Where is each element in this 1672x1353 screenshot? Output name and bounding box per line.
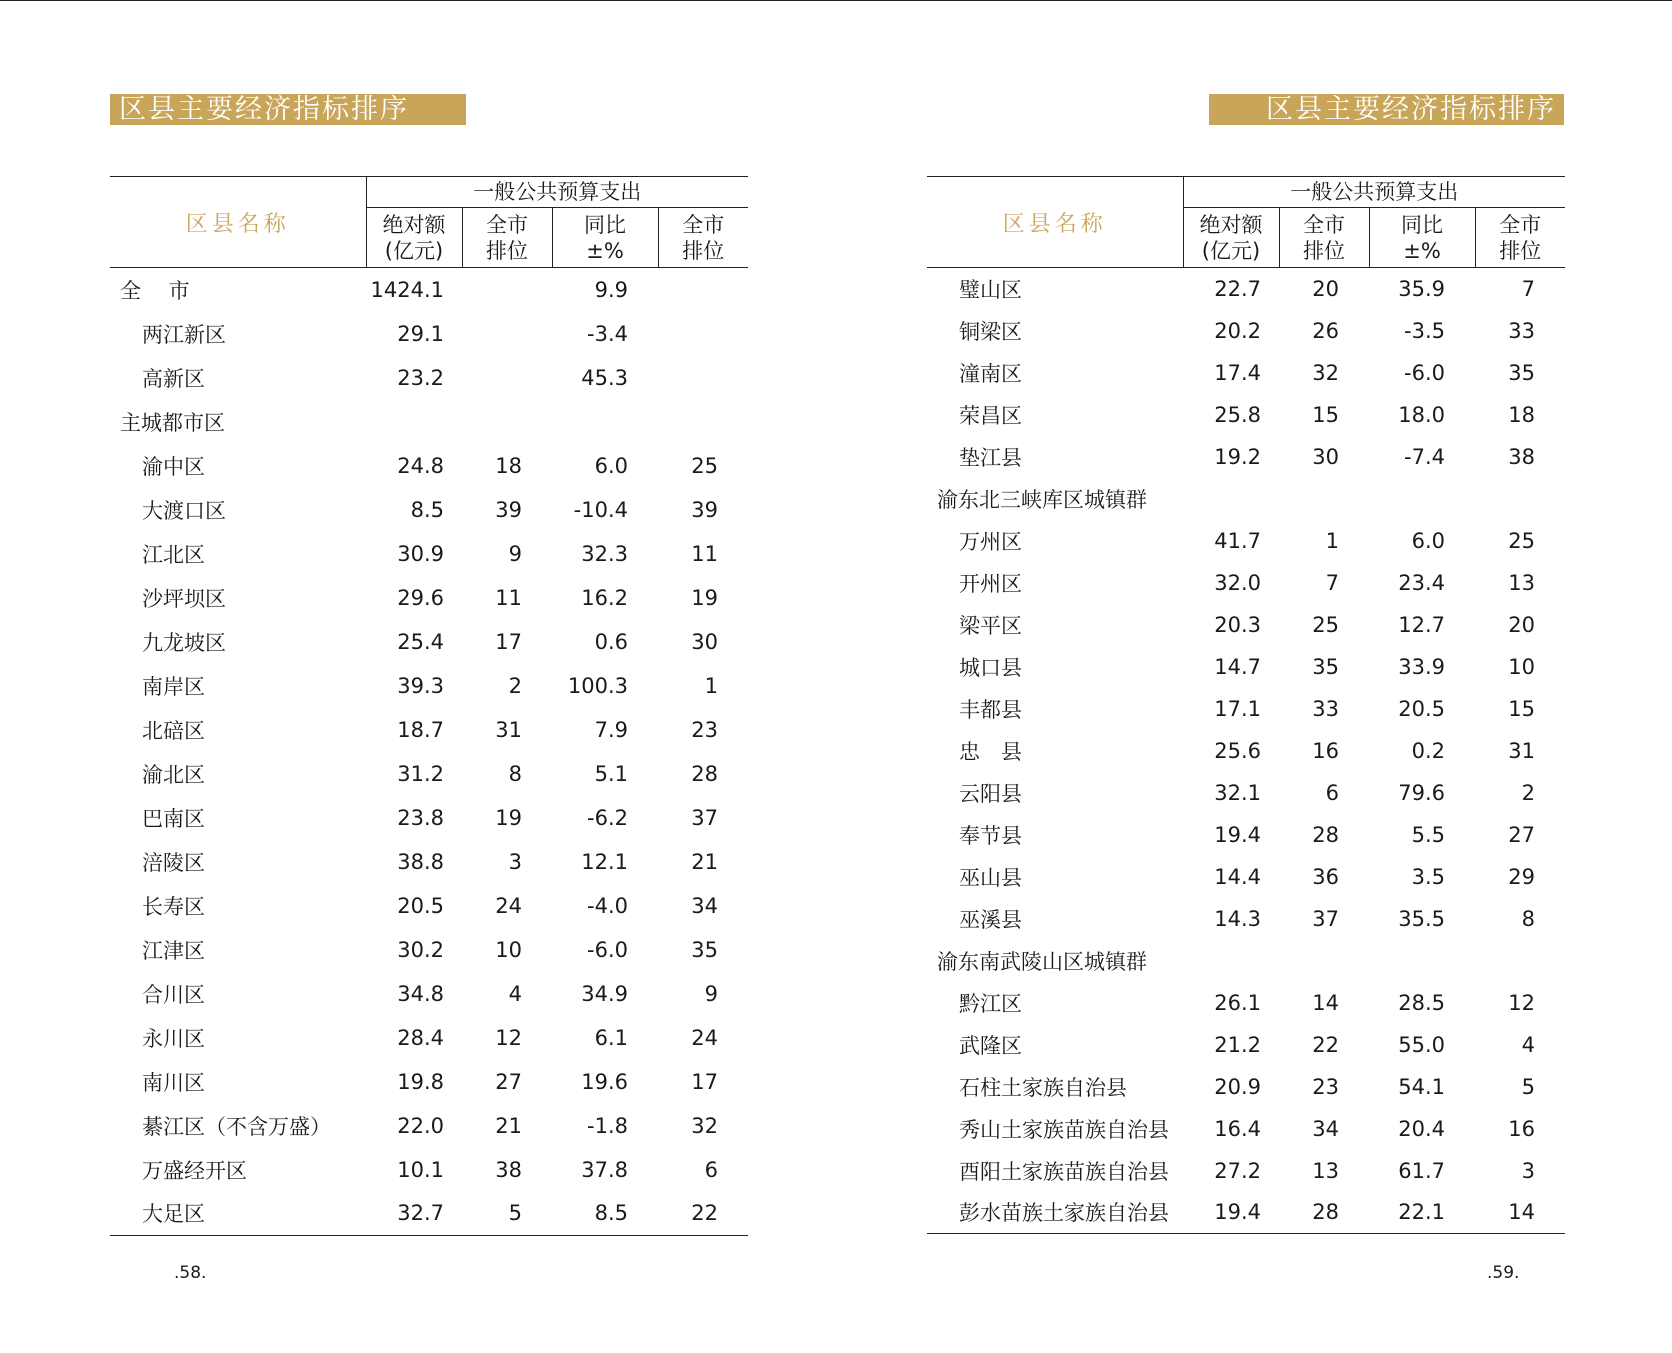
yoy-cell: 37.8 xyxy=(581,1157,628,1182)
table-row xyxy=(927,394,1565,436)
yoy-rank-cell: 16 xyxy=(1508,1116,1535,1141)
amount-cell: 32.0 xyxy=(1214,570,1261,595)
district-name-cell: 潼南区 xyxy=(959,361,1022,386)
table-row xyxy=(927,268,1565,310)
yoy-cell: -7.4 xyxy=(1404,444,1445,469)
city-rank-cell: 37 xyxy=(1312,906,1339,931)
city-rank-cell: 24 xyxy=(495,893,522,918)
district-name-cell: 大足区 xyxy=(110,1192,366,1236)
amount-cell: 17.4 xyxy=(1214,360,1261,385)
yoy-cell xyxy=(1369,478,1475,520)
district-name-cell: 渝东南武陵山区城镇群 xyxy=(937,949,1147,974)
yoy-cell: 100.3 xyxy=(567,673,628,698)
yoy-rank-cell: 25 xyxy=(691,453,718,478)
header-amount: 绝对额 (亿元) xyxy=(1183,208,1279,268)
district-name-cell: 巫山县 xyxy=(959,865,1022,890)
table-row xyxy=(110,532,748,576)
yoy-rank-cell: 35 xyxy=(691,937,718,962)
yoy-rank-cell: 19 xyxy=(691,585,718,610)
yoy-rank-cell: 10 xyxy=(1508,654,1535,679)
district-name-cell: 梁平区 xyxy=(959,613,1022,638)
table-row xyxy=(927,1024,1565,1066)
amount-cell: 20.3 xyxy=(1214,612,1261,637)
yoy-cell: 9.9 xyxy=(594,277,628,302)
table-row xyxy=(110,840,748,884)
amount-cell: 22.0 xyxy=(397,1113,444,1138)
city-rank-cell: 30 xyxy=(1312,444,1339,469)
yoy-rank-cell: 2 xyxy=(1521,780,1535,805)
table-row xyxy=(927,856,1565,898)
district-name-cell: 大渡口区 xyxy=(142,498,226,523)
district-name-cell: 巫溪县 xyxy=(959,907,1022,932)
city-rank-cell: 15 xyxy=(1312,402,1339,427)
city-rank-cell xyxy=(462,312,552,356)
yoy-rank-cell: 13 xyxy=(1508,570,1535,595)
table-row xyxy=(110,928,748,972)
yoy-rank-cell: 38 xyxy=(1508,444,1535,469)
city-rank-cell: 14 xyxy=(1312,990,1339,1015)
yoy-cell: 22.1 xyxy=(1369,1192,1475,1234)
yoy-cell: 18.0 xyxy=(1398,402,1445,427)
yoy-rank-cell: 11 xyxy=(691,541,718,566)
yoy-cell: -10.4 xyxy=(573,497,628,522)
city-rank-cell: 32 xyxy=(1312,360,1339,385)
header-yoy-rank: 全市 排位 xyxy=(658,208,748,268)
yoy-rank-cell: 35 xyxy=(1508,360,1535,385)
city-rank-cell: 26 xyxy=(1312,318,1339,343)
yoy-cell: -6.0 xyxy=(587,937,628,962)
table-row xyxy=(110,1104,748,1148)
yoy-cell xyxy=(552,400,658,444)
table-row xyxy=(110,1192,748,1236)
city-rank-cell: 27 xyxy=(495,1069,522,1094)
table-row xyxy=(927,310,1565,352)
yoy-cell: -1.8 xyxy=(587,1113,628,1138)
table-row xyxy=(927,646,1565,688)
district-name-cell: 合川区 xyxy=(142,982,205,1007)
table-row xyxy=(927,730,1565,772)
yoy-rank-cell xyxy=(1475,940,1565,982)
yoy-rank-cell: 14 xyxy=(1475,1192,1565,1234)
yoy-rank-cell xyxy=(658,356,748,400)
yoy-cell: 0.2 xyxy=(1411,738,1445,763)
district-name-cell: 江北区 xyxy=(142,542,205,567)
table-row xyxy=(927,1108,1565,1150)
yoy-rank-cell: 30 xyxy=(691,629,718,654)
amount-cell: 23.2 xyxy=(397,365,444,390)
yoy-cell: 23.4 xyxy=(1398,570,1445,595)
district-name-cell: 全 市 xyxy=(120,278,190,303)
page-number-left: .58. xyxy=(174,1263,207,1283)
yoy-cell: 5.1 xyxy=(594,761,628,786)
amount-cell xyxy=(1183,940,1279,982)
yoy-cell: 28.5 xyxy=(1398,990,1445,1015)
district-name-cell: 秀山土家族苗族自治县 xyxy=(959,1117,1169,1142)
amount-cell: 20.9 xyxy=(1214,1074,1261,1099)
table-row xyxy=(927,1192,1565,1234)
yoy-cell: -6.2 xyxy=(587,805,628,830)
city-rank-cell: 1 xyxy=(1325,528,1339,553)
yoy-cell: 35.5 xyxy=(1398,906,1445,931)
district-name-cell: 主城都市区 xyxy=(120,410,225,435)
yoy-rank-cell: 25 xyxy=(1508,528,1535,553)
district-name-cell: 丰都县 xyxy=(959,697,1022,722)
header-yoy-rank: 全市 排位 xyxy=(1475,208,1565,268)
yoy-cell: -6.0 xyxy=(1404,360,1445,385)
table-row xyxy=(927,688,1565,730)
city-rank-cell: 7 xyxy=(1325,570,1339,595)
yoy-rank-cell: 20 xyxy=(1508,612,1535,637)
table-row xyxy=(927,1066,1565,1108)
district-name-cell: 彭水苗族土家族自治县 xyxy=(927,1192,1183,1234)
amount-cell: 34.8 xyxy=(397,981,444,1006)
header-amount: 绝对额 (亿元) xyxy=(366,208,462,268)
amount-cell: 20.2 xyxy=(1214,318,1261,343)
district-name-cell: 巴南区 xyxy=(142,806,205,831)
yoy-cell: 5.5 xyxy=(1411,822,1445,847)
yoy-rank-cell: 37 xyxy=(691,805,718,830)
district-name-cell: 垫江县 xyxy=(959,445,1022,470)
amount-cell: 21.2 xyxy=(1214,1032,1261,1057)
table-row xyxy=(927,604,1565,646)
table-row xyxy=(110,444,748,488)
header-city-rank: 全市 排位 xyxy=(1279,208,1369,268)
district-name-cell: 北碚区 xyxy=(142,718,205,743)
yoy-rank-cell: 7 xyxy=(1521,276,1535,301)
city-rank-cell xyxy=(1279,478,1369,520)
table-row xyxy=(110,488,748,532)
table-row xyxy=(110,664,748,708)
yoy-cell: 12.1 xyxy=(581,849,628,874)
table-row xyxy=(927,520,1565,562)
header-yoy: 同比 ±% xyxy=(552,208,658,268)
city-rank-cell: 3 xyxy=(508,849,522,874)
amount-cell: 10.1 xyxy=(397,1157,444,1182)
yoy-rank-cell xyxy=(658,400,748,444)
amount-cell: 26.1 xyxy=(1214,990,1261,1015)
amount-cell: 38.8 xyxy=(397,849,444,874)
yoy-rank-cell: 23 xyxy=(691,717,718,742)
city-rank-cell: 28 xyxy=(1279,1192,1369,1234)
yoy-cell: 12.7 xyxy=(1398,612,1445,637)
table-row xyxy=(927,478,1565,520)
city-rank-cell: 17 xyxy=(495,629,522,654)
table-row xyxy=(110,1060,748,1104)
table-row xyxy=(110,708,748,752)
city-rank-cell: 22 xyxy=(1312,1032,1339,1057)
table-row xyxy=(110,752,748,796)
table-row xyxy=(110,972,748,1016)
yoy-rank-cell: 21 xyxy=(691,849,718,874)
table-row xyxy=(110,620,748,664)
city-rank-cell xyxy=(1279,940,1369,982)
table-row xyxy=(927,982,1565,1024)
district-name-cell: 高新区 xyxy=(142,366,205,391)
amount-cell: 25.8 xyxy=(1214,402,1261,427)
amount-cell: 14.4 xyxy=(1214,864,1261,889)
district-name-cell: 涪陵区 xyxy=(142,850,205,875)
yoy-rank-cell: 29 xyxy=(1508,864,1535,889)
city-rank-cell: 20 xyxy=(1312,276,1339,301)
city-rank-cell: 10 xyxy=(495,937,522,962)
amount-cell: 29.6 xyxy=(397,585,444,610)
amount-cell: 18.7 xyxy=(397,717,444,742)
header-district-name: 区县名称 xyxy=(110,177,366,268)
district-name-cell: 奉节县 xyxy=(959,823,1022,848)
yoy-cell: -4.0 xyxy=(587,893,628,918)
amount-cell: 14.7 xyxy=(1214,654,1261,679)
table-row xyxy=(927,814,1565,856)
yoy-cell: 33.9 xyxy=(1398,654,1445,679)
amount-cell: 24.8 xyxy=(397,453,444,478)
yoy-rank-cell: 32 xyxy=(691,1113,718,1138)
yoy-cell: 45.3 xyxy=(581,365,628,390)
yoy-cell: 19.6 xyxy=(581,1069,628,1094)
amount-cell: 1424.1 xyxy=(370,277,444,302)
amount-cell: 25.6 xyxy=(1214,738,1261,763)
city-rank-cell: 36 xyxy=(1312,864,1339,889)
yoy-cell: -3.4 xyxy=(587,321,628,346)
header-group-budget-expenditure: 一般公共预算支出 xyxy=(1183,177,1565,208)
district-name-cell: 酉阳土家族苗族自治县 xyxy=(959,1159,1169,1184)
yoy-cell: 34.9 xyxy=(581,981,628,1006)
city-rank-cell: 8 xyxy=(508,761,522,786)
city-rank-cell: 12 xyxy=(495,1025,522,1050)
amount-cell: 19.8 xyxy=(397,1069,444,1094)
district-name-cell: 綦江区（不含万盛） xyxy=(142,1114,331,1139)
amount-cell: 30.9 xyxy=(397,541,444,566)
amount-cell: 29.1 xyxy=(397,321,444,346)
section-banner-left: 区县主要经济指标排序 xyxy=(110,94,466,125)
district-name-cell: 南川区 xyxy=(142,1070,205,1095)
yoy-rank-cell: 39 xyxy=(691,497,718,522)
yoy-rank-cell: 33 xyxy=(1508,318,1535,343)
yoy-rank-cell: 24 xyxy=(691,1025,718,1050)
table-row xyxy=(110,400,748,444)
yoy-rank-cell xyxy=(658,268,748,312)
page-number-right: .59. xyxy=(1487,1263,1520,1283)
right-data-table xyxy=(927,176,1565,1234)
yoy-cell: 3.5 xyxy=(1411,864,1445,889)
section-banner-right: 区县主要经济指标排序 xyxy=(1209,94,1564,125)
city-rank-cell xyxy=(462,268,552,312)
yoy-cell: 7.9 xyxy=(594,717,628,742)
district-name-cell: 南岸区 xyxy=(142,674,205,699)
yoy-cell: 16.2 xyxy=(581,585,628,610)
header-yoy: 同比 ±% xyxy=(1369,208,1475,268)
yoy-cell: 35.9 xyxy=(1398,276,1445,301)
city-rank-cell: 11 xyxy=(495,585,522,610)
table-row xyxy=(927,898,1565,940)
city-rank-cell: 16 xyxy=(1312,738,1339,763)
amount-cell: 23.8 xyxy=(397,805,444,830)
yoy-rank-cell: 3 xyxy=(1521,1158,1535,1183)
yoy-rank-cell: 5 xyxy=(1521,1074,1535,1099)
amount-cell: 19.2 xyxy=(1214,444,1261,469)
left-page xyxy=(110,176,748,1236)
yoy-rank-cell: 6 xyxy=(704,1157,718,1182)
city-rank-cell: 39 xyxy=(495,497,522,522)
district-name-cell: 开州区 xyxy=(959,571,1022,596)
yoy-cell: 20.4 xyxy=(1398,1116,1445,1141)
left-data-table xyxy=(110,176,748,1236)
city-rank-cell: 13 xyxy=(1312,1158,1339,1183)
city-rank-cell: 33 xyxy=(1312,696,1339,721)
amount-cell: 32.1 xyxy=(1214,780,1261,805)
yoy-cell: 0.6 xyxy=(594,629,628,654)
yoy-rank-cell: 12 xyxy=(1508,990,1535,1015)
city-rank-cell: 4 xyxy=(508,981,522,1006)
district-name-cell: 渝中区 xyxy=(142,454,205,479)
amount-cell xyxy=(366,400,462,444)
district-name-cell: 石柱土家族自治县 xyxy=(959,1075,1127,1100)
district-name-cell: 沙坪坝区 xyxy=(142,586,226,611)
yoy-cell xyxy=(1369,940,1475,982)
district-name-cell: 渝北区 xyxy=(142,762,205,787)
table-row xyxy=(927,562,1565,604)
yoy-rank-cell: 27 xyxy=(1508,822,1535,847)
amount-cell: 31.2 xyxy=(397,761,444,786)
yoy-rank-cell: 34 xyxy=(691,893,718,918)
yoy-cell: 6.1 xyxy=(594,1025,628,1050)
city-rank-cell: 18 xyxy=(495,453,522,478)
amount-cell: 16.4 xyxy=(1214,1116,1261,1141)
table-row xyxy=(110,312,748,356)
city-rank-cell: 19 xyxy=(495,805,522,830)
table-row xyxy=(110,1016,748,1060)
amount-cell: 14.3 xyxy=(1214,906,1261,931)
district-name-cell: 璧山区 xyxy=(959,277,1022,302)
amount-cell: 28.4 xyxy=(397,1025,444,1050)
table-row xyxy=(110,1148,748,1192)
yoy-cell: 8.5 xyxy=(552,1192,658,1236)
amount-cell: 30.2 xyxy=(397,937,444,962)
yoy-rank-cell xyxy=(658,312,748,356)
yoy-rank-cell: 9 xyxy=(704,981,718,1006)
table-row xyxy=(927,352,1565,394)
yoy-rank-cell: 28 xyxy=(691,761,718,786)
table-row xyxy=(927,1150,1565,1192)
yoy-cell: 79.6 xyxy=(1398,780,1445,805)
city-rank-cell: 38 xyxy=(495,1157,522,1182)
table-row xyxy=(110,356,748,400)
yoy-rank-cell: 4 xyxy=(1521,1032,1535,1057)
top-rule xyxy=(0,0,1672,1)
yoy-cell: 20.5 xyxy=(1398,696,1445,721)
right-page xyxy=(927,176,1565,1234)
table-row xyxy=(110,884,748,928)
district-name-cell: 云阳县 xyxy=(959,781,1022,806)
yoy-rank-cell: 22 xyxy=(658,1192,748,1236)
yoy-cell: 61.7 xyxy=(1398,1158,1445,1183)
yoy-rank-cell xyxy=(1475,478,1565,520)
yoy-cell: 54.1 xyxy=(1398,1074,1445,1099)
city-rank-cell: 23 xyxy=(1312,1074,1339,1099)
district-name-cell: 万盛经开区 xyxy=(142,1158,247,1183)
city-rank-cell: 9 xyxy=(508,541,522,566)
yoy-cell: -3.5 xyxy=(1404,318,1445,343)
yoy-rank-cell: 18 xyxy=(1508,402,1535,427)
yoy-cell: 32.3 xyxy=(581,541,628,566)
district-name-cell: 九龙坡区 xyxy=(142,630,226,655)
district-name-cell: 渝东北三峡库区城镇群 xyxy=(937,487,1147,512)
table-row xyxy=(927,772,1565,814)
header-city-rank: 全市 排位 xyxy=(462,208,552,268)
city-rank-cell xyxy=(462,400,552,444)
district-name-cell: 城口县 xyxy=(959,655,1022,680)
amount-cell: 19.4 xyxy=(1183,1192,1279,1234)
city-rank-cell: 31 xyxy=(495,717,522,742)
city-rank-cell: 5 xyxy=(462,1192,552,1236)
city-rank-cell: 6 xyxy=(1325,780,1339,805)
amount-cell: 17.1 xyxy=(1214,696,1261,721)
city-rank-cell: 34 xyxy=(1312,1116,1339,1141)
amount-cell: 27.2 xyxy=(1214,1158,1261,1183)
amount-cell: 22.7 xyxy=(1214,276,1261,301)
yoy-rank-cell: 1 xyxy=(704,673,718,698)
district-name-cell: 武隆区 xyxy=(959,1033,1022,1058)
city-rank-cell: 25 xyxy=(1312,612,1339,637)
district-name-cell: 忠 县 xyxy=(959,739,1022,764)
header-group-budget-expenditure: 一般公共预算支出 xyxy=(366,177,748,208)
district-name-cell: 江津区 xyxy=(142,938,205,963)
yoy-rank-cell: 31 xyxy=(1508,738,1535,763)
district-name-cell: 万州区 xyxy=(959,529,1022,554)
amount-cell: 8.5 xyxy=(410,497,444,522)
amount-cell: 25.4 xyxy=(397,629,444,654)
district-name-cell: 黔江区 xyxy=(959,991,1022,1016)
district-name-cell: 荣昌区 xyxy=(959,403,1022,428)
amount-cell: 39.3 xyxy=(397,673,444,698)
city-rank-cell: 21 xyxy=(495,1113,522,1138)
amount-cell: 32.7 xyxy=(366,1192,462,1236)
table-row xyxy=(110,796,748,840)
district-name-cell: 两江新区 xyxy=(142,322,226,347)
table-row xyxy=(927,436,1565,478)
city-rank-cell: 35 xyxy=(1312,654,1339,679)
city-rank-cell: 28 xyxy=(1312,822,1339,847)
amount-cell: 20.5 xyxy=(397,893,444,918)
city-rank-cell xyxy=(462,356,552,400)
yoy-rank-cell: 17 xyxy=(691,1069,718,1094)
table-row xyxy=(110,576,748,620)
header-district-name: 区县名称 xyxy=(927,177,1183,268)
amount-cell: 19.4 xyxy=(1214,822,1261,847)
district-name-cell: 铜梁区 xyxy=(959,319,1022,344)
yoy-cell: 55.0 xyxy=(1398,1032,1445,1057)
table-row xyxy=(927,940,1565,982)
yoy-cell: 6.0 xyxy=(1411,528,1445,553)
yoy-rank-cell: 15 xyxy=(1508,696,1535,721)
table-row xyxy=(110,268,748,312)
city-rank-cell: 2 xyxy=(508,673,522,698)
district-name-cell: 长寿区 xyxy=(142,894,205,919)
amount-cell xyxy=(1183,478,1279,520)
amount-cell: 41.7 xyxy=(1214,528,1261,553)
yoy-rank-cell: 8 xyxy=(1521,906,1535,931)
district-name-cell: 永川区 xyxy=(142,1026,205,1051)
yoy-cell: 6.0 xyxy=(594,453,628,478)
